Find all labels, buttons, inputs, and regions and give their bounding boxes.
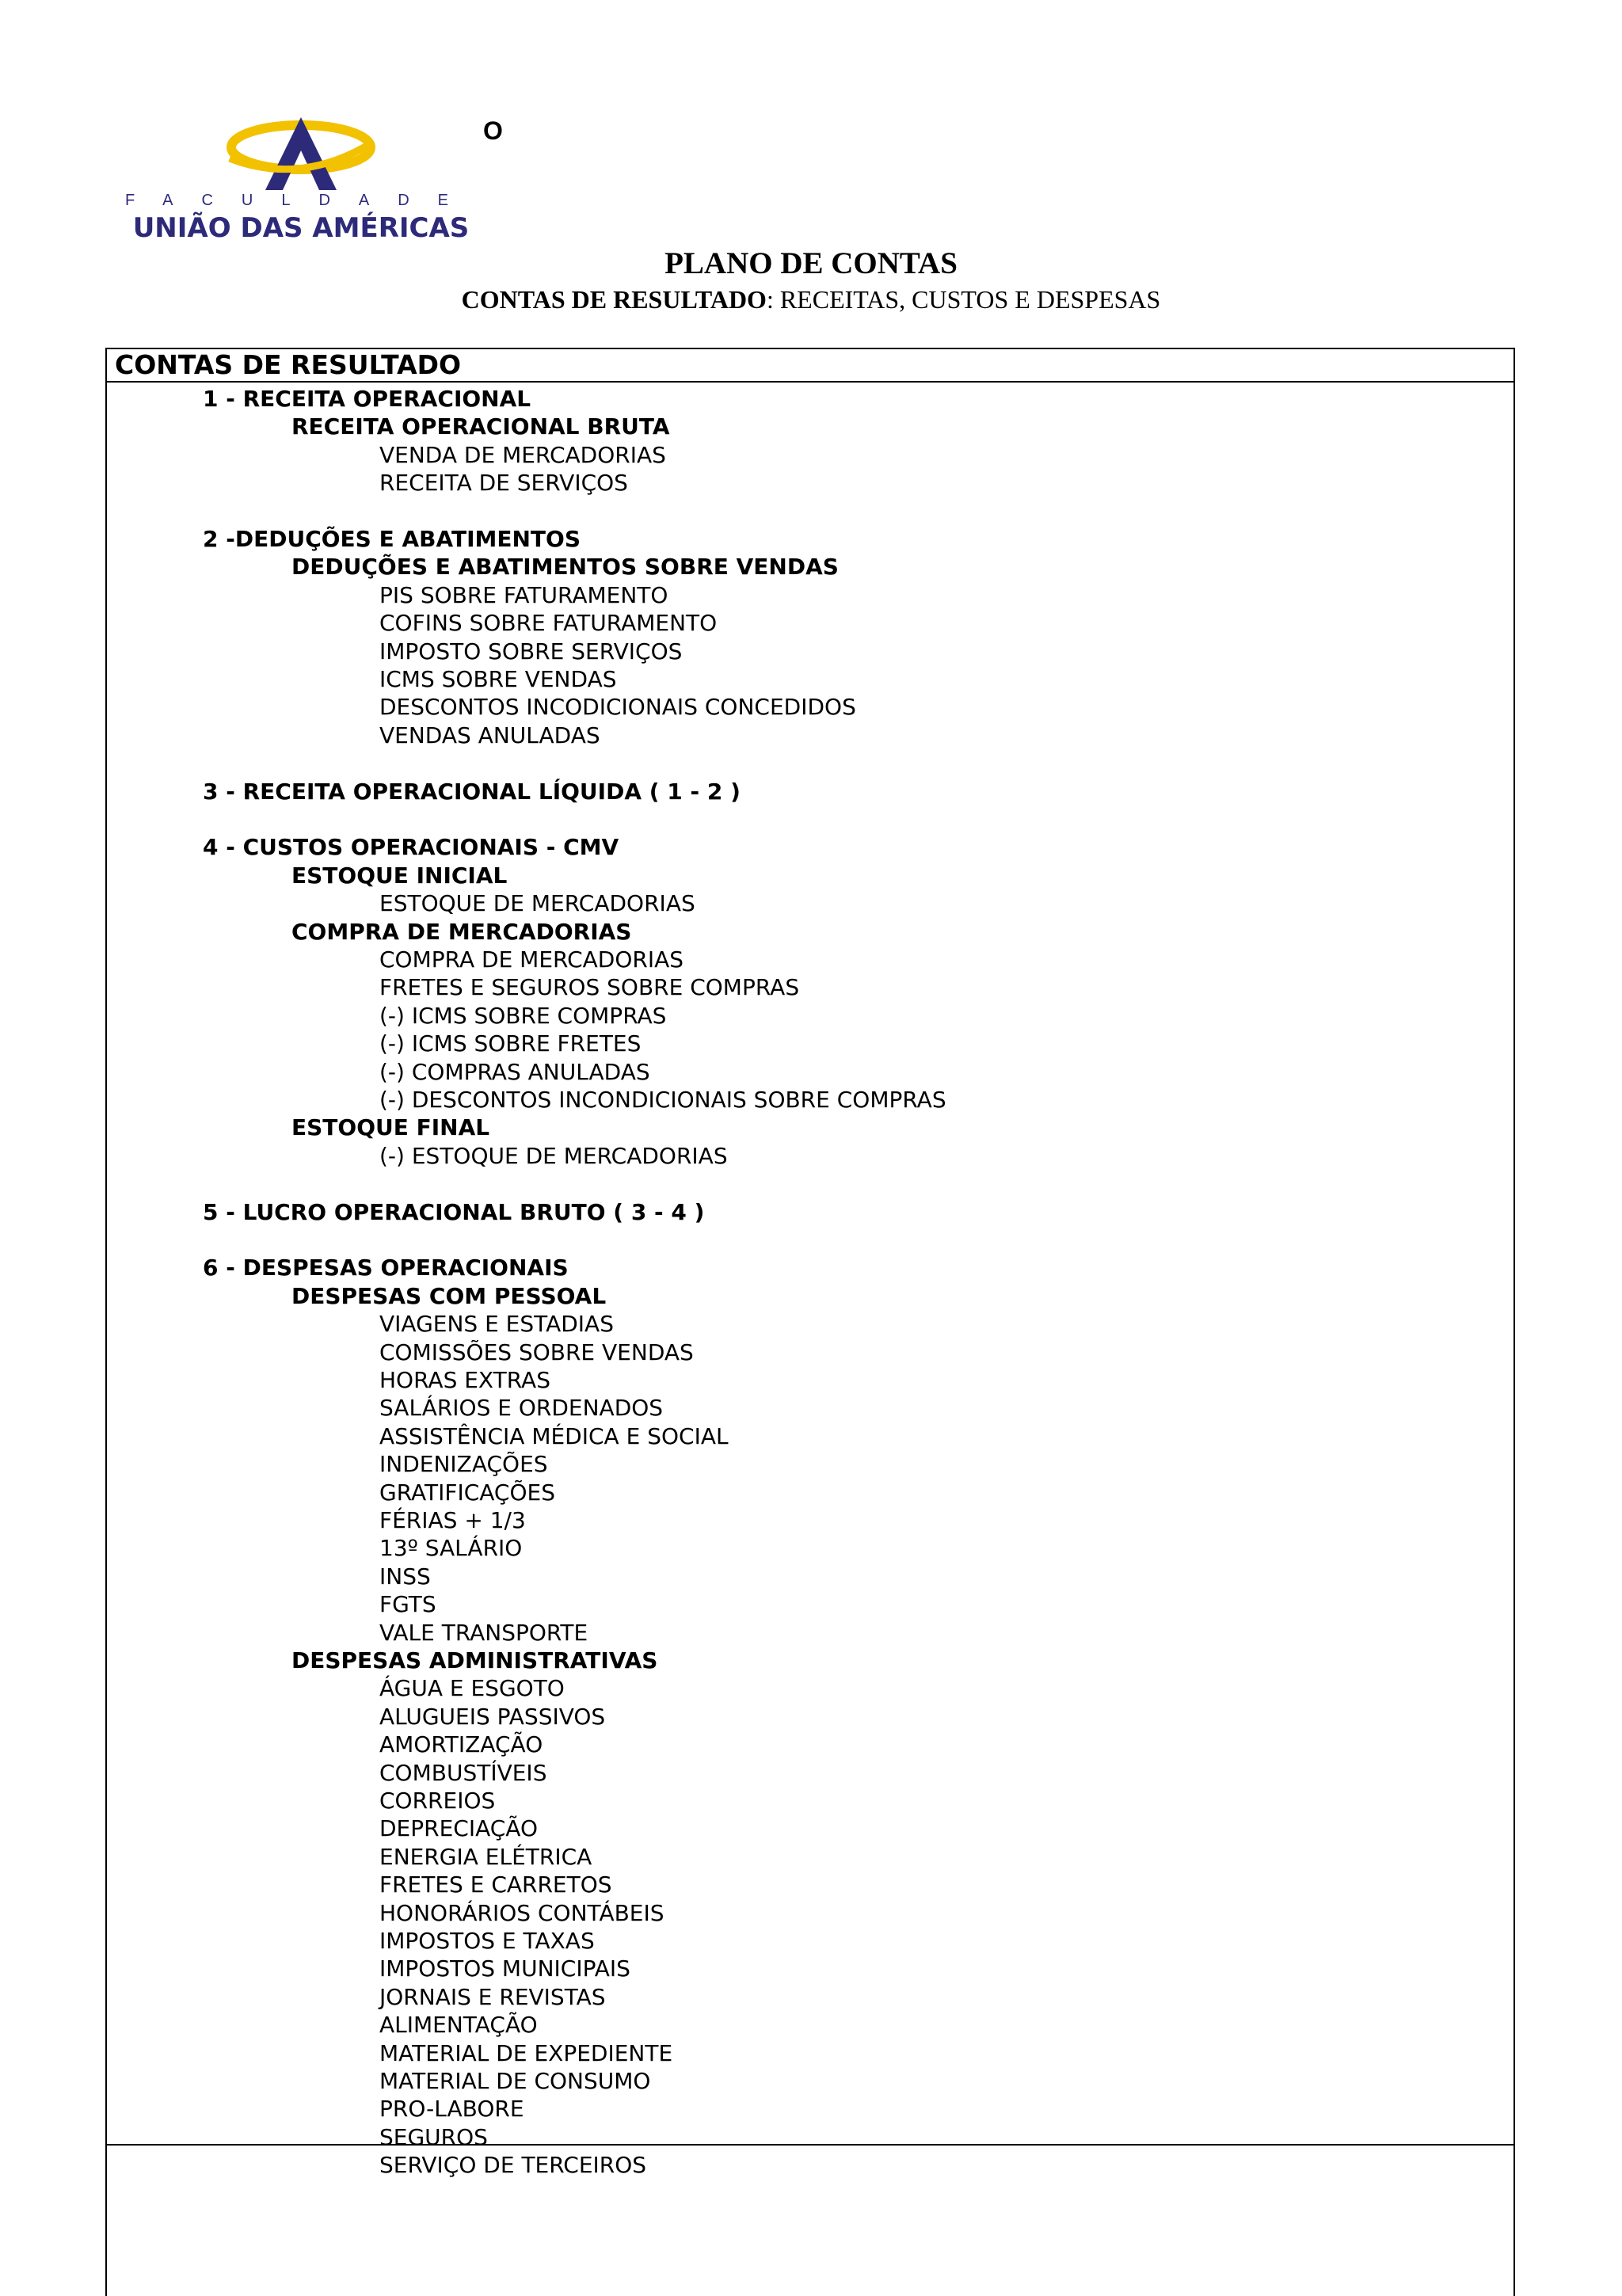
account-item: (-) ICMS SOBRE FRETES	[379, 1030, 642, 1057]
account-item: (-) ICMS SOBRE COMPRAS	[379, 1003, 667, 1029]
account-item: ASSISTÊNCIA MÉDICA E SOCIAL	[379, 1423, 729, 1449]
account-group-heading: 1 - RECEITA OPERACIONAL	[203, 386, 531, 412]
account-item: INDENIZAÇÕES	[379, 1451, 548, 1477]
account-item: DESCONTOS INCODICIONAIS CONCEDIDOS	[379, 694, 856, 720]
account-item: RECEITA DE SERVIÇOS	[379, 470, 628, 496]
account-item: DEPRECIAÇÃO	[379, 1815, 539, 1841]
account-item: HORAS EXTRAS	[379, 1367, 550, 1393]
page-title: PLANO DE CONTAS	[664, 246, 958, 280]
account-item: VALE TRANSPORTE	[379, 1620, 588, 1646]
account-group-heading: 5 - LUCRO OPERACIONAL BRUTO ( 3 - 4 )	[203, 1199, 705, 1225]
account-item: ÁGUA E ESGOTO	[379, 1675, 565, 1701]
account-item: AMORTIZAÇÃO	[379, 1731, 543, 1757]
account-item: IMPOSTOS E TAXAS	[379, 1928, 595, 1954]
logo-emblem-icon	[226, 111, 376, 194]
account-item: FGTS	[379, 1591, 436, 1617]
account-item: INSS	[379, 1563, 431, 1590]
logo-main-text: UNIÃO DAS AMÉRICAS	[132, 212, 470, 244]
account-item: IMPOSTOS MUNICIPAIS	[379, 1955, 630, 1982]
faculdade-logo	[111, 111, 491, 246]
account-item: CORREIOS	[379, 1788, 496, 1814]
accounts-table	[105, 348, 1515, 2296]
account-group-heading: 4 - CUSTOS OPERACIONAIS - CMV	[203, 834, 619, 860]
account-item: FRETES E SEGUROS SOBRE COMPRAS	[379, 974, 800, 1000]
account-group-heading: DESPESAS ADMINISTRATIVAS	[291, 1647, 658, 1673]
table-header-text: CONTAS DE RESULTADO	[115, 349, 462, 380]
account-item: PIS SOBRE FATURAMENTO	[379, 582, 668, 608]
subtitle-rest: : RECEITAS, CUSTOS E DESPESAS	[766, 285, 1161, 314]
account-item: ESTOQUE DE MERCADORIAS	[379, 890, 695, 916]
account-item: 13º SALÁRIO	[379, 1535, 523, 1561]
account-item: MATERIAL DE CONSUMO	[379, 2068, 651, 2094]
account-item: GRATIFICAÇÕES	[379, 1479, 555, 1506]
page-subtitle	[0, 285, 1622, 314]
account-item: MATERIAL DE EXPEDIENTE	[379, 2040, 673, 2066]
account-group-heading: RECEITA OPERACIONAL BRUTA	[291, 413, 670, 440]
account-group-heading: 3 - RECEITA OPERACIONAL LÍQUIDA ( 1 - 2 )	[203, 779, 741, 805]
account-item: FRETES E CARRETOS	[379, 1871, 612, 1898]
account-group-heading: COMPRA DE MERCADORIAS	[291, 919, 632, 945]
account-item: FÉRIAS + 1/3	[379, 1507, 526, 1533]
account-item: VIAGENS E ESTADIAS	[379, 1311, 614, 1337]
account-item: SEGUROS	[379, 2124, 488, 2150]
account-item: VENDA DE MERCADORIAS	[379, 442, 666, 468]
account-item: IMPOSTO SOBRE SERVIÇOS	[379, 638, 683, 664]
account-item: COFINS SOBRE FATURAMENTO	[379, 610, 718, 636]
account-item: ALUGUEIS PASSIVOS	[379, 1704, 606, 1730]
table-divider	[105, 2144, 1515, 2146]
account-item: (-) COMPRAS ANULADAS	[379, 1059, 650, 1085]
account-item: COMISSÕES SOBRE VENDAS	[379, 1339, 694, 1365]
table-header	[105, 348, 1515, 383]
account-group-heading: 2 -DEDUÇÕES E ABATIMENTOS	[203, 526, 581, 552]
account-item: ICMS SOBRE VENDAS	[379, 666, 617, 692]
account-item: COMPRA DE MERCADORIAS	[379, 946, 684, 973]
subtitle-bold: CONTAS DE RESULTADO	[461, 285, 767, 314]
account-item: (-) DESCONTOS INCONDICIONAIS SOBRE COMPRAS	[379, 1087, 946, 1113]
account-item: SERVIÇO DE TERCEIROS	[379, 2152, 647, 2178]
header-fragment-text: O	[483, 116, 503, 145]
account-item: COMBUSTÍVEIS	[379, 1760, 547, 1786]
account-item: PRO-LABORE	[379, 2096, 524, 2122]
account-group-heading: 6 - DESPESAS OPERACIONAIS	[203, 1255, 569, 1281]
account-group-heading: DESPESAS COM PESSOAL	[291, 1283, 607, 1309]
account-item: ENERGIA ELÉTRICA	[379, 1844, 592, 1870]
account-item: (-) ESTOQUE DE MERCADORIAS	[379, 1143, 728, 1169]
account-item: ALIMENTAÇÃO	[379, 2012, 538, 2038]
logo-top-text: FACULDADE	[124, 192, 478, 209]
account-group-heading: DEDUÇÕES E ABATIMENTOS SOBRE VENDAS	[291, 554, 839, 580]
account-item: SALÁRIOS E ORDENADOS	[379, 1395, 664, 1421]
account-group-heading: ESTOQUE FINAL	[291, 1114, 490, 1140]
account-item: JORNAIS E REVISTAS	[379, 1984, 606, 2010]
account-group-heading: ESTOQUE INICIAL	[291, 862, 508, 889]
account-item: VENDAS ANULADAS	[379, 722, 600, 748]
account-item: HONORÁRIOS CONTÁBEIS	[379, 1900, 664, 1926]
